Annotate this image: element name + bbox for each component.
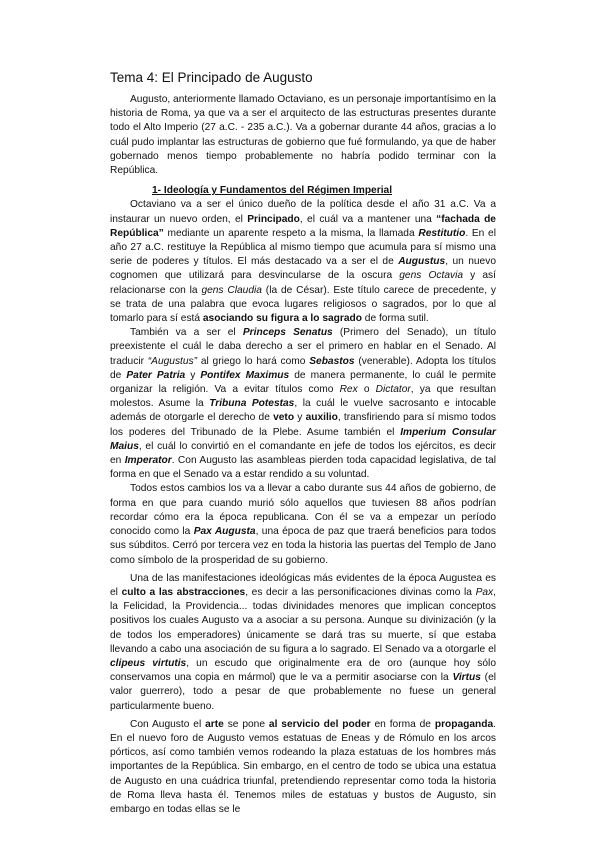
bold-italic-term: Virtus [452, 672, 481, 684]
text-run: , ya que resultan molestos. Asume la [110, 384, 497, 410]
bold-term: al servicio del poder [268, 718, 371, 730]
text-run: (el valor guerrero), todo a pesar de que probablemente no fuese un general particularmente bueno. [110, 672, 496, 712]
bold-term: auxilio [305, 412, 338, 424]
text-run: Una de las manifestaciones ideológicas más evidentes de la época Augustea es el [110, 572, 496, 598]
bold-term: “fachada de República” [110, 213, 496, 239]
text-run: de forma sutil. [361, 313, 429, 325]
text-run: , es decir a las personificaciones divinas como la [245, 586, 476, 598]
text-run: (Primero del Senado), un título preexistente el cuál le daba derecho a ser el primero en hablar en el Senado. Al traducir [110, 327, 496, 367]
text-run: , un nuevo cognomen que utilizará para desvincularse de la oscura [110, 256, 496, 282]
text-run: , transfiriendo para sí mismo todos los poderes del Tribunado de la Plebe. Asume también el [110, 412, 496, 438]
italic-term: “Augustus” [147, 355, 198, 367]
text-run: en forma de [370, 718, 435, 730]
document-body [110, 70, 496, 817]
text-run: al griego lo hará como [197, 355, 310, 367]
text-run: , el cuál va a mantener una [299, 213, 437, 225]
paragraph-2 [110, 326, 496, 482]
bold-italic-term: Imperator [124, 455, 172, 467]
text-run: . En el año 27 a.C. restituye la República al mismo tiempo que acumula para sí mismo una serie de poderes y títulos. El más destacado va a ser el de [110, 227, 496, 268]
italic-term: Dictator [375, 384, 411, 396]
bold-italic-term: Pater Patria [126, 369, 186, 381]
bold-term: asociando su figura a lo sagrado [202, 313, 362, 325]
paragraph-5 [110, 718, 496, 817]
text-run: Octaviano va a ser el único dueño de la política desde el año 31 a.C. Va a instaurar un nuevo orden, el [110, 199, 496, 225]
page-title: Tema 4: El Principado de Augusto [110, 70, 313, 85]
text-run: y [185, 369, 201, 381]
text-run: . Con Augusto las asambleas pierden toda capacidad legislativa, de tal forma en que el Senado va a estar rendido a su voluntad. [110, 455, 496, 481]
bold-italic-term: Imperium Consular Maius [110, 426, 496, 452]
text-run: y así relacionarse con la [110, 270, 496, 296]
bold-italic-term: Pax Augusta [193, 526, 256, 538]
text-run: , la Felicidad, la Providencia... todas divinidades menores que implican conceptos positivos los cuales Augusto va a asociar a su persona. Aunque su divinización (y la de todos los emperadores) únicamente se dará tras su muerte, sí que estaba llevando a cabo una asociación de su figura a lo sagrado. El Senado va a otorgarle el [110, 586, 496, 655]
bold-italic-term: Sebastos [309, 355, 355, 367]
text-run: de manera permanente, lo cuál le permite organizar la religión. Va a evitar títulos como [110, 369, 496, 396]
bold-italic-term: clipeus virtutis [110, 657, 187, 669]
bold-term: propaganda [434, 718, 494, 730]
text-run: , un escudo que originalmente era de oro (aunque hoy sólo conservamos una copia en mármol) que le va a permitir asociarse con la [110, 657, 496, 684]
text-run: Con Augusto el [130, 718, 206, 730]
bold-italic-term: Princeps Senatus [242, 327, 333, 339]
bold-term: arte [205, 718, 224, 730]
text-run: . En el nuevo foro de Augusto vemos estatuas de Eneas y de Rómulo en los arcos pórticos, así como también vemos rodeando la plaza estatuas de los hombres más importantes de la República. Sin embargo, en el centro de todo se ubica una estatua de Augusto en una cuádrica triunfal, pretendiendo representar como toda la historia de Roma lleva hasta él. Tenemos miles de estatuas y bustos de Augusto, sin embargo en todas ellas se le [110, 718, 496, 815]
text-run: , el cuál lo convirtió en el comandante en jefe de todos los ejércitos, es decir en [110, 440, 496, 467]
text-run: (venerable). Adopta los títulos de [110, 355, 496, 381]
text-run: mediante un aparente respeto a la misma, la llamada [163, 227, 419, 239]
paragraph-1 [110, 198, 496, 326]
bold-italic-term: Augustus [398, 256, 446, 268]
bold-italic-term: Pontifex Maximus [200, 369, 290, 381]
bold-term: culto a las abstracciones [121, 586, 246, 598]
bold-italic-term: Tribuna Potestas [209, 398, 295, 410]
italic-term: gens Claudia [201, 284, 262, 296]
bold-term: veto [273, 412, 295, 424]
text-run: se pone [223, 718, 269, 730]
italic-term: Pax [475, 586, 494, 598]
text-run: , la cuál le vuelve sacrosanto e intocable además de otorgarle el derecho de [110, 398, 497, 424]
text-run: o [357, 384, 376, 396]
bold-term: Principado [247, 213, 300, 225]
paragraph-3 [110, 482, 496, 567]
italic-term: Rex [339, 384, 358, 396]
text-run: y [294, 412, 306, 424]
text-run: , una época de paz que traerá beneficios para todos sus súbditos. Cerró por tercera vez en toda la historia las puertas del Templo de Jano como símbolo de la prosperidad de su gobierno. [110, 526, 496, 566]
intro-paragraph: Augusto, anteriormente llamado Octaviano, es un personaje importantísimo en la historia de Roma, ya que va a ser el arquitecto de las estructuras presentes durante todo el Alto Imperio (27 a.C. - 235 a.C.). Va a gobernar durante 44 años, gracias a lo cuál pudo implantar las estructuras de gobierno que fué formulando, ya que de haber gobernado menos tiempo probablemente no habría podido terminar con la República. [110, 94, 496, 177]
italic-term: gens Octavia [399, 270, 464, 282]
bold-italic-term: Restitutio [418, 227, 466, 239]
text-run: (la de César). Este título carece de precedente, y se trata de una palabra que evoca lugares religiosos o sagrados, por lo que al tomarlo para sí está [110, 284, 497, 325]
section-heading: 1- Ideología y Fundamentos del Régimen Imperial [152, 185, 393, 197]
text-run: También va a ser el [130, 327, 243, 339]
paragraph-4 [110, 572, 496, 714]
text-run: Todos estos cambios los va a llevar a cabo durante sus 44 años de gobierno, de forma en que para cuando murió sólo aquellos que tuviesen 88 años podrían recordar cómo era la época republicana. Con él se va a empezar un período conocido como la [110, 483, 496, 538]
